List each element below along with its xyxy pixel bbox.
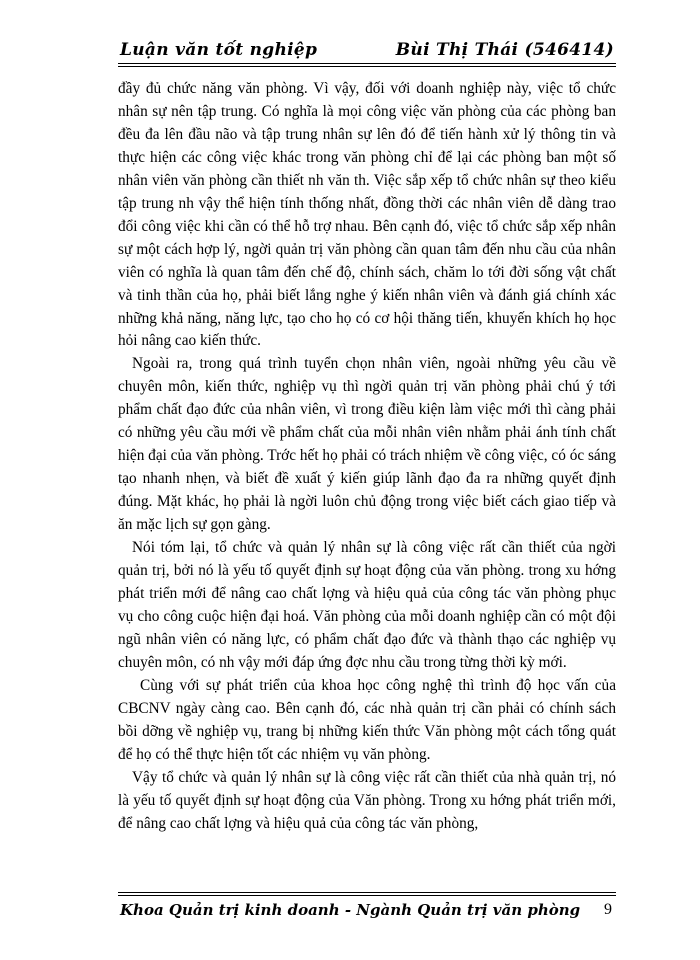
- paragraph: đầy đủ chức năng văn phòng. Vì vậy, đối với doanh nghiệp này, việc tổ chức nhân sự nên tập trung. Có nghĩa là mọi công việc văn phòng của các phòng ban đều đa lên đầu não và tập trung nhân sự lên đó để tiến hành xử lý thông tin và thực hiện các công việc khác trong văn phòng chỉ để lại các phòng ban một số nhân viên văn phòng cần thiết nh văn th. Việc sắp xếp tổ chức nhân sự theo kiểu tập trung nh vậy thể hiện tính thống nhất, đồng thời các nhân viên dễ dàng trao đổi công việc khi cần có thể hỗ trợ nhau. Bên cạnh đó, việc tổ chức sắp xếp nhân sự một cách hợp lý, ngời quản trị văn phòng cần quan tâm đến nhu cầu của nhân viên có nghĩa là quan tâm đến chế độ, chính sách, chăm lo tới đời sống vật chất và tinh thần của họ, phải biết lắng nghe ý kiến nhân viên và đánh giá chính xác những khả năng, năng lực, tạo cho họ có cơ hội thăng tiến, khuyến khích họ học hỏi nâng cao kiến thức.: [118, 80, 616, 350]
- paragraph: Nói tóm lại, tổ chức và quản lý nhân sự là công việc rất cần thiết của ngời quản trị, bởi nó là yếu tố quyết định sự hoạt động của văn phòng. trong xu hớng phát triển mới để nâng cao chất lợng và hiệu quả của công tác văn phòng phục vụ cho công cuộc hiện đại hoá. Văn phòng của mỗi doanh nghiệp cần có một đội ngũ nhân viên có năng lực, có phẩm chất đạo đức và thành thạo các nghiệp vụ chuyên môn, có nh vậy mới đáp ứng đợc nhu cầu trong từng thời kỳ mới.: [118, 539, 616, 671]
- thesis-title: Luận văn tốt nghiệp: [120, 40, 318, 60]
- paragraph: Vậy tổ chức và quản lý nhân sự là công việc rất cần thiết của nhà quản trị, nó là yếu tố quyết định sự hoạt động của Văn phòng. Trong xu hớng phát triển mới, để nâng cao chất lợng và hiệu quả của công tác văn phòng,: [118, 768, 616, 832]
- footer-divider: [118, 892, 616, 893]
- page-header: [118, 38, 616, 64]
- header-divider: [118, 63, 616, 64]
- paragraph: Cùng với sự phát triển của khoa học công nghệ thì trình độ học vấn của CBCNV ngày càng cao. Bên cạnh đó, các nhà quản trị cần phải có chính sách bồi dỡng về nghiệp vụ, trang bị những kiến thức Văn phòng một cách tổng quát để họ có thể thực hiện tốt các nhiệm vụ văn phòng.: [118, 676, 616, 763]
- page-footer: [118, 892, 616, 922]
- body-text: [118, 78, 616, 835]
- paragraph: Ngoài ra, trong quá trình tuyển chọn nhân viên, ngoài những yêu cầu về chuyên môn, kiến thức, nghiệp vụ thì ngời quản trị văn phòng phải chú ý tới phẩm chất đạo đức của nhân viên, vì trong điều kiện làm việc mới thì càng phải có những yêu cầu mới về phẩm chất của mỗi nhân viên nhằm phải ánh tính chất hiện đại của văn phòng. Trớc hết họ phải có trách nhiệm về công việc, có óc sáng tạo nhanh nhẹn, và biết đề xuất ý kiến giúp lãnh đạo đa ra những quyết định đúng. Mặt khác, họ phải là ngời luôn chủ động trong việc biết cách giao tiếp và ăn mặc lịch sự gọn gàng.: [118, 355, 616, 534]
- author-name: Bùi Thị Thái (546414): [395, 40, 614, 60]
- faculty-label: Khoa Quản trị kinh doanh - Ngành Quản trị văn phòng: [120, 901, 581, 919]
- page-number: 9: [604, 901, 612, 918]
